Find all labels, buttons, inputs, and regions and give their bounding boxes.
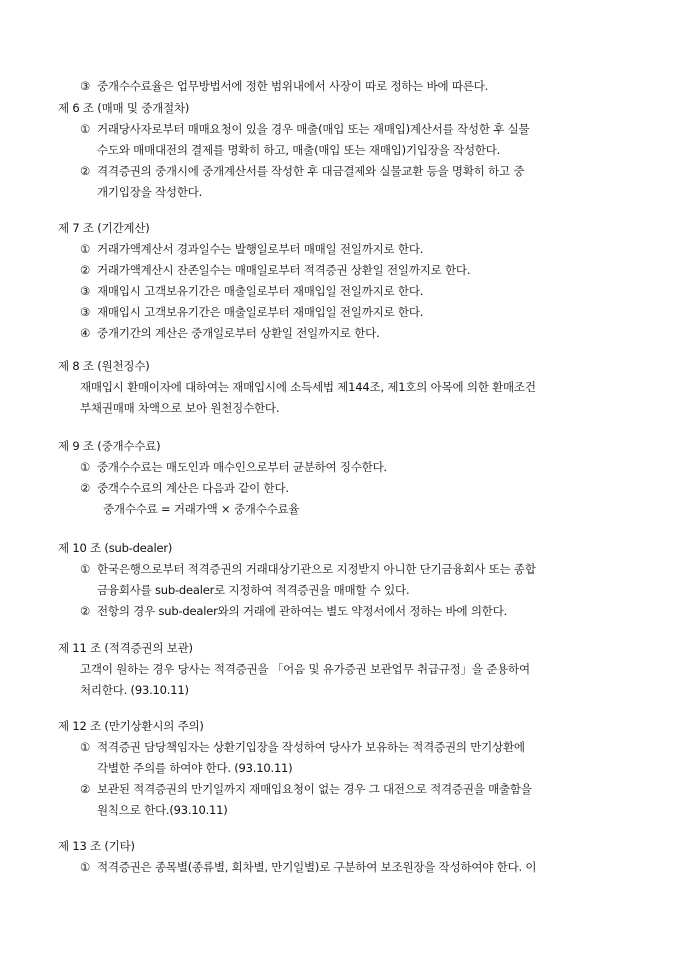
- article-title: 제 13 조 (기타): [58, 839, 135, 853]
- line-text: 거래가액계산시 잔존일수는 매매일로부터 적격증권 상환일 전일까지로 한다.: [97, 263, 471, 277]
- line-text: 중객수수료의 계산은 다음과 같이 한다.: [97, 481, 289, 495]
- article-title: 제 7 조 (기간계산): [58, 221, 150, 235]
- line-text: 중개기간의 계산은 중개일로부터 상환일 전일까지로 한다.: [97, 326, 380, 340]
- article-line: [0, 580, 680, 600]
- line-text: 금융회사를 sub-dealer로 지정하여 적격증권을 매매할 수 있다.: [97, 583, 410, 597]
- article-line: [0, 659, 680, 679]
- article-line: [0, 377, 680, 397]
- article-line: [0, 182, 680, 202]
- article-line: [0, 161, 680, 181]
- article-title: 제 9 조 (중개수수료): [58, 439, 161, 453]
- article-line: [0, 323, 680, 343]
- article-title: 제 8 조 (원천징수): [58, 359, 150, 373]
- item-marker: ②: [80, 604, 91, 618]
- article-line: [0, 140, 680, 160]
- line-text: 적격증권은 종목별(종류별, 회차별, 만기일별)로 구분하여 보조원장을 작성하여야 한다. 이: [97, 860, 537, 874]
- article-title: 제 6 조 (매매 및 중개절차): [58, 101, 190, 115]
- article-line: [0, 857, 680, 877]
- line-text: 적격증권 담당책임자는 상환기입장을 작성하여 당사가 보유하는 적격증권의 만기상환에: [97, 740, 525, 754]
- line-text: 원칙으로 한다.(93.10.11): [97, 803, 228, 817]
- line-text: 개기입장을 작성한다.: [97, 185, 203, 199]
- line-text: 부채권매매 차액으로 보아 원천징수한다.: [80, 401, 280, 415]
- item-marker: ③: [80, 79, 91, 93]
- article-line: [0, 680, 680, 700]
- line-text: 재매입시 고객보유기간은 매출일로부터 재매입일 전일까지로 한다.: [97, 305, 424, 319]
- line-text: 고객이 원하는 경우 당사는 적격증권을 「어음 및 유가증권 보관업무 취급규정」을 준용하여: [80, 662, 530, 676]
- line-text: 한국은행으로부터 적격증권의 거래대상기관으로 지정받지 아니한 단기금융회사 또는 종합: [97, 562, 536, 576]
- article-title: 제 10 조 (sub-dealer): [58, 541, 173, 555]
- line-text: 거래가액계산서 경과일수는 발행일로부터 매매일 전일까지로 한다.: [97, 242, 424, 256]
- article-line: [0, 559, 680, 579]
- article-line: [0, 478, 680, 498]
- item-marker: ③: [80, 284, 91, 298]
- line-text: 중개수수료는 매도인과 매수인으로부터 균분하여 징수한다.: [97, 460, 387, 474]
- article-line: [0, 457, 680, 477]
- article-line: [0, 779, 680, 799]
- article-line: [0, 239, 680, 259]
- line-text: 처리한다. (93.10.11): [80, 683, 189, 697]
- article-line: [0, 601, 680, 621]
- line-text: 보관된 적격증권의 만기일까지 재매입요청이 없는 경우 그 대전으로 적격증권을 매출함을: [97, 782, 532, 796]
- item-marker: ②: [80, 164, 91, 178]
- article-line: [0, 758, 680, 778]
- line-text: 거래당사자로부터 매매요청이 있을 경우 매출(매입 또는 재매입)계산서를 작성한 후 실물: [97, 122, 530, 136]
- item-marker: ①: [80, 740, 91, 754]
- line-text: 격격증권의 중개시에 중개계산서를 작성한 후 대금결제와 실물교환 등을 명확히 하고 중: [97, 164, 525, 178]
- item-marker: ①: [80, 562, 91, 576]
- article-title: 제 12 조 (만기상환시의 주의): [58, 719, 204, 733]
- article-line: [0, 76, 680, 96]
- article-title: 제 11 조 (적격증권의 보관): [58, 641, 193, 655]
- item-marker: ①: [80, 122, 91, 136]
- item-marker: ②: [80, 782, 91, 796]
- item-marker: ②: [80, 263, 91, 277]
- article-line: [0, 499, 680, 519]
- line-text: 각별한 주의를 하여야 한다. (93.10.11): [97, 761, 293, 775]
- article-line: [0, 260, 680, 280]
- item-marker: ③: [80, 305, 91, 319]
- line-text: 재매입시 고객보유기간은 매출일로부터 재매입일 전일까지로 한다.: [97, 284, 424, 298]
- line-text: 재매입시 환매이자에 대하여는 재매입시에 소득세법 제144조, 제1호의 아목에 의한 환매조건: [80, 380, 536, 394]
- item-marker: ②: [80, 481, 91, 495]
- article-line: [0, 737, 680, 757]
- item-marker: ④: [80, 326, 91, 340]
- article-line: [0, 800, 680, 820]
- line-text: 수도와 매매대전의 결제를 명확히 하고, 매출(매입 또는 재매입)기입장을 작성한다.: [97, 143, 501, 157]
- article-line: [0, 281, 680, 301]
- line-text: 전항의 경우 sub-dealer와의 거래에 관하여는 별도 약정서에서 정하는 바에 의한다.: [97, 604, 508, 618]
- item-marker: ①: [80, 860, 91, 874]
- item-marker: ①: [80, 242, 91, 256]
- line-text: 중개수수료 = 거래가액 × 중개수수료율: [103, 502, 300, 516]
- item-marker: ①: [80, 460, 91, 474]
- article-line: [0, 398, 680, 418]
- line-text: 중개수수료율은 업무방법서에 정한 범위내에서 사장이 따로 정하는 바에 따른다.: [97, 79, 489, 93]
- article-line: [0, 302, 680, 322]
- article-line: [0, 119, 680, 139]
